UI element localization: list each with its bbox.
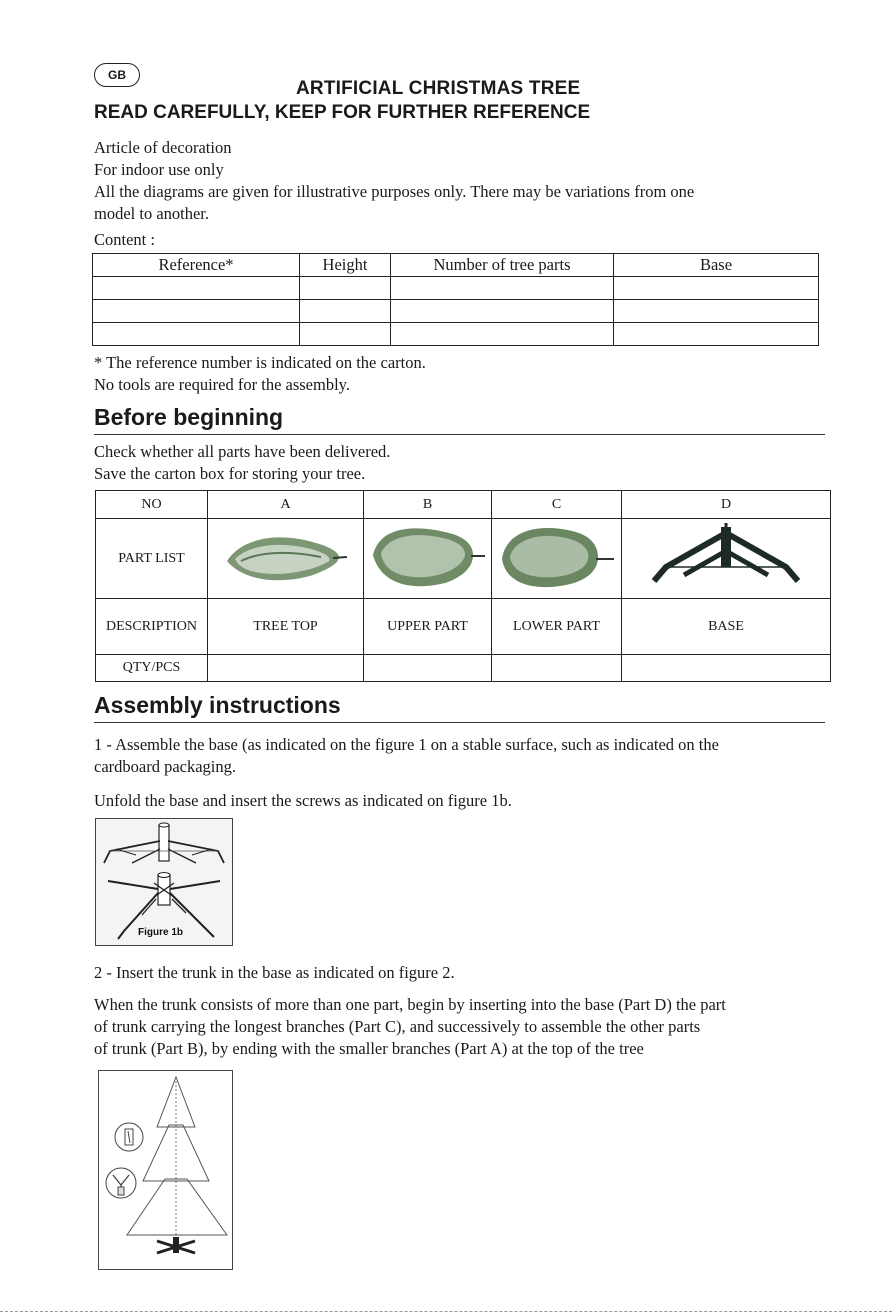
document-subtitle: READ CAREFULLY, KEEP FOR FURTHER REFERENCE	[94, 102, 591, 123]
intro-line-2: For indoor use only	[94, 160, 224, 179]
parts-header-d: D	[622, 491, 831, 519]
header-number-parts: Number of tree parts	[391, 254, 614, 277]
step2-line: 2 - Insert the trunk in the base as indicated on figure 2.	[94, 963, 455, 982]
description-base: BASE	[622, 599, 831, 655]
lower-part-icon	[498, 519, 616, 593]
step1-line-3: Unfold the base and insert the screws as indicated on figure 1b.	[94, 791, 512, 810]
tree-top-image	[208, 519, 364, 599]
figure-1b	[95, 818, 233, 946]
table-cell	[300, 277, 391, 300]
upper-part-image	[364, 519, 492, 599]
parts-description-row	[96, 599, 831, 655]
intro-line-3: All the diagrams are given for illustrative purposes only. There may be variations from one	[94, 182, 695, 201]
document-title: ARTIFICIAL CHRISTMAS TREE	[296, 78, 581, 99]
table-cell	[391, 323, 614, 346]
header-base: Base	[614, 254, 819, 277]
parts-header-c: C	[492, 491, 622, 519]
table-cell	[93, 323, 300, 346]
content-table-header	[93, 254, 819, 277]
table-cell	[622, 655, 831, 682]
lower-part-image	[492, 519, 622, 599]
step1-line-2: cardboard packaging.	[94, 757, 237, 776]
note-tools: No tools are required for the assembly.	[94, 375, 350, 394]
parts-header-row	[96, 491, 831, 519]
description-upper-part: UPPER PART	[364, 599, 492, 655]
parts-table	[95, 490, 831, 682]
table-cell	[208, 655, 364, 682]
description-label: DESCRIPTION	[96, 599, 208, 655]
section-heading-before: Before beginning	[94, 404, 284, 430]
part-list-label: PART LIST	[96, 519, 208, 599]
parts-header-b: B	[364, 491, 492, 519]
figure-2	[98, 1070, 233, 1270]
parts-header-no: NO	[96, 491, 208, 519]
section-rule	[94, 722, 825, 723]
step2-detail-1: When the trunk consists of more than one part, begin by inserting into the base (Part D) the part	[94, 995, 726, 1014]
header-height: Height	[300, 254, 391, 277]
parts-image-row	[96, 519, 831, 599]
table-row	[93, 323, 819, 346]
step2-detail-3: of trunk (Part B), by ending with the smaller branches (Part A) at the top of the tree	[94, 1039, 644, 1058]
intro-line-1: Article of decoration	[94, 138, 232, 157]
table-cell	[492, 655, 622, 682]
section-rule	[94, 434, 825, 435]
before-line-2: Save the carton box for storing your tree.	[94, 464, 366, 483]
note-reference: * The reference number is indicated on the carton.	[94, 353, 426, 372]
table-cell	[300, 323, 391, 346]
table-row	[93, 300, 819, 323]
table-cell	[93, 300, 300, 323]
tree-assembly-diagram-icon	[99, 1071, 232, 1269]
parts-qty-row	[96, 655, 831, 682]
parts-header-a: A	[208, 491, 364, 519]
table-row	[93, 277, 819, 300]
table-cell	[614, 277, 819, 300]
table-cell	[614, 323, 819, 346]
table-cell	[364, 655, 492, 682]
upper-part-icon	[369, 519, 487, 593]
table-cell	[391, 277, 614, 300]
before-line-1: Check whether all parts have been delivered.	[94, 442, 391, 461]
figure-1b-caption: Figure 1b	[138, 927, 184, 938]
page-cut-line	[0, 1311, 892, 1312]
description-tree-top: TREE TOP	[208, 599, 364, 655]
section-heading-assembly: Assembly instructions	[94, 692, 341, 718]
description-lower-part: LOWER PART	[492, 599, 622, 655]
qty-label: QTY/PCS	[96, 655, 208, 682]
step2-detail-2: of trunk carrying the longest branches (Part C), and successively to assemble the other parts	[94, 1017, 701, 1036]
intro-line-4: model to another.	[94, 204, 210, 223]
content-table	[92, 253, 819, 346]
country-badge: GB	[94, 63, 140, 87]
content-label: Content :	[94, 230, 155, 249]
base-stand-icon	[646, 521, 806, 591]
header-reference: Reference*	[93, 254, 300, 277]
step1-line-1: 1 - Assemble the base (as indicated on the figure 1 on a stable surface, such as indicated on the	[94, 735, 719, 754]
base-assembly-diagram-icon	[96, 819, 232, 945]
table-cell	[300, 300, 391, 323]
base-image	[622, 519, 831, 599]
table-cell	[93, 277, 300, 300]
table-cell	[614, 300, 819, 323]
tree-top-icon	[221, 521, 351, 591]
table-cell	[391, 300, 614, 323]
